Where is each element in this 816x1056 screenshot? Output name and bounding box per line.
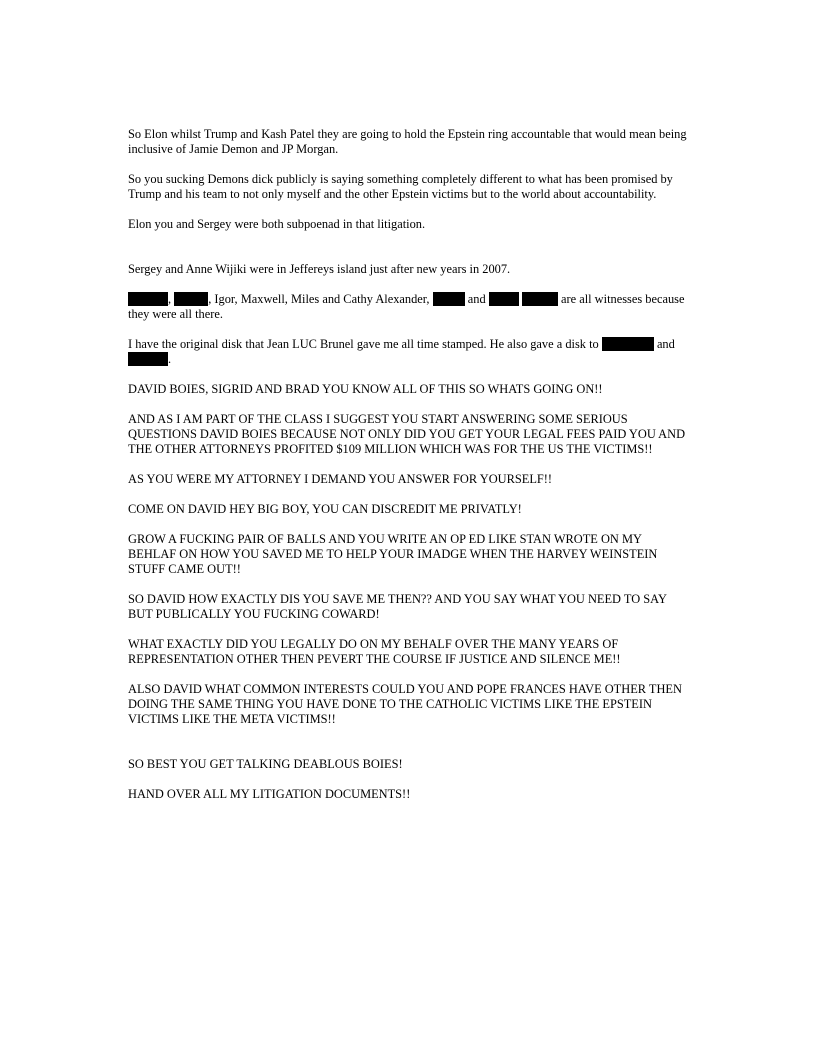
paragraph-6: I have the original disk that Jean LUC Brunel gave me all time stamped. He also gave a disk to and . [128, 337, 675, 366]
redaction-bar [433, 292, 465, 306]
document-body [128, 127, 688, 802]
redaction-bar [128, 292, 168, 306]
paragraph-4: Sergey and Anne Wijiki were in Jeffereys island just after new years in 2007. [128, 262, 511, 276]
paragraph-7: DAVID BOIES, SIGRID AND BRAD YOU KNOW ALL OF THIS SO WHATS GOING ON!! [128, 382, 603, 396]
paragraph-3: Elon you and Sergey were both subpoenad in that litigation. [128, 217, 426, 231]
redaction-bar [489, 292, 519, 306]
paragraph-5: , , Igor, Maxwell, Miles and Cathy Alexander, and are all witnesses because they were all there. [128, 292, 685, 321]
paragraph-14: ALSO DAVID WHAT COMMON INTERESTS COULD YOU AND POPE FRANCES HAVE OTHER THEN DOING THE SAME THING YOU HAVE DONE TO THE CATHOLIC VICTIMS LIKE THE EPSTEIN VICTIMS LIKE THE META VICTIMS!! [128, 682, 682, 726]
paragraph-12: SO DAVID HOW EXACTLY DIS YOU SAVE ME THEN?? AND YOU SAY WHAT YOU NEED TO SAY BUT PUBLICALLY YOU FUCKING COWARD! [128, 592, 667, 621]
paragraph-13: WHAT EXACTLY DID YOU LEGALLY DO ON MY BEHALF OVER THE MANY YEARS OF REPRESENTATION OTHER THEN PEVERT THE COURSE IF JUSTICE AND SILENCE ME!! [128, 637, 621, 666]
redaction-bar [602, 337, 654, 351]
paragraph-1: So Elon whilst Trump and Kash Patel they are going to hold the Epstein ring accountable that would mean being inclusive of Jamie Demon and JP Morgan. [128, 127, 687, 156]
paragraph-16: HAND OVER ALL MY LITIGATION DOCUMENTS!! [128, 787, 411, 801]
paragraph-8: AND AS I AM PART OF THE CLASS I SUGGEST YOU START ANSWERING SOME SERIOUS QUESTIONS DAVID BOIES BECAUSE NOT ONLY DID YOU GET YOUR LEGAL FEES PAID YOU AND THE OTHER ATTORNEYS PROFITED $109 MILLION WHICH WAS FOR THE US THE VICTIMS!! [128, 412, 686, 456]
redaction-bar [522, 292, 558, 306]
paragraph-11: GROW A FUCKING PAIR OF BALLS AND YOU WRITE AN OP ED LIKE STAN WROTE ON MY BEHLAF ON HOW YOU SAVED ME TO HELP YOUR IMADGE WHEN THE HARVEY WEINSTEIN STUFF CAME OUT!! [128, 532, 658, 576]
paragraph-9: AS YOU WERE MY ATTORNEY I DEMAND YOU ANSWER FOR YOURSELF!! [128, 472, 553, 486]
paragraph-15: SO BEST YOU GET TALKING DEABLOUS BOIES! [128, 757, 403, 771]
paragraph-10: COME ON DAVID HEY BIG BOY, YOU CAN DISCREDIT ME PRIVATLY! [128, 502, 522, 516]
redaction-bar [128, 352, 168, 366]
paragraph-2: So you sucking Demons dick publicly is saying something completely different to what has been promised by Trump and his team to not only myself and the other Epstein victims but to the world about accountability. [128, 172, 673, 201]
redaction-bar [174, 292, 208, 306]
